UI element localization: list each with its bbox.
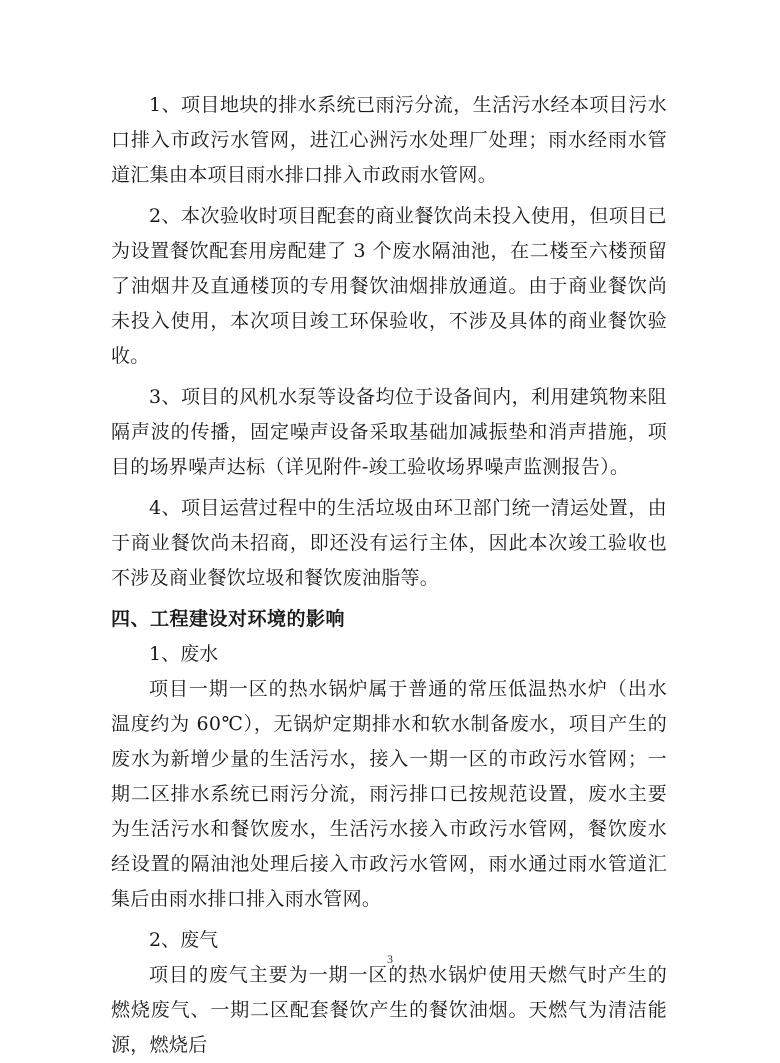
- paragraph-noise: 3、项目的风机水泵等设备均位于设备间内，利用建筑物来阻隔声波的传播，固定噪声设备采取基础加减振垫和消声措施，项目的场界噪声达标（详见附件-竣工验收场界噪声监测报告）。: [111, 386, 667, 478]
- page-number: 3: [387, 952, 393, 966]
- section-heading: 四、工程建设对环境的影响: [111, 608, 346, 630]
- wastewater-subtitle: 1、废水: [149, 643, 219, 665]
- paragraph-catering: 2、本次验收时项目配套的商业餐饮尚未投入使用，但项目已为设置餐饮配套用房配建了 3 个废水隔油池，在二楼至六楼预留了油烟井及直通楼顶的专用餐饮油烟排放通道。由于商业餐饮尚未投入使用，本次项目竣工环保验收，不涉及具体的商业餐饮验收。: [111, 205, 667, 367]
- page-content: [111, 88, 667, 1063]
- paragraph-wastewater: 项目一期一区的热水锅炉属于普通的常压低温热水炉（出水温度约为 60℃），无锅炉定期排水和软水制备废水，项目产生的废水为新增少量的生活污水，接入一期一区的市政污水管网；一期二区排水系统已雨污分流，雨污排口已按规范设置，废水主要为生活污水和餐饮废水，生活污水接入市政污水管网，餐饮废水经设置的隔油池处理后接入市政污水管网，雨水通过雨水管道汇集后由雨水排口排入雨水管网。: [111, 678, 667, 910]
- exhaust-subtitle: 2、废气: [149, 929, 219, 951]
- paragraph-drainage: 1、项目地块的排水系统已雨污分流，生活污水经本项目污水口排入市政污水管网，进江心洲污水处理厂处理；雨水经雨水管道汇集由本项目雨水排口排入市政雨水管网。: [111, 94, 667, 186]
- paragraph-exhaust: 项目的废气主要为一期一区的热水锅炉使用天燃气时产生的燃烧废气、一期二区配套餐饮产生的餐饮油烟。天燃气为清洁能源，燃烧后: [111, 964, 667, 1056]
- paragraph-garbage: 4、项目运营过程中的生活垃圾由环卫部门统一清运处置，由于商业餐饮尚未招商，即还没有运行主体，因此本次竣工验收也不涉及商业餐饮垃圾和餐饮废油脂等。: [111, 497, 667, 589]
